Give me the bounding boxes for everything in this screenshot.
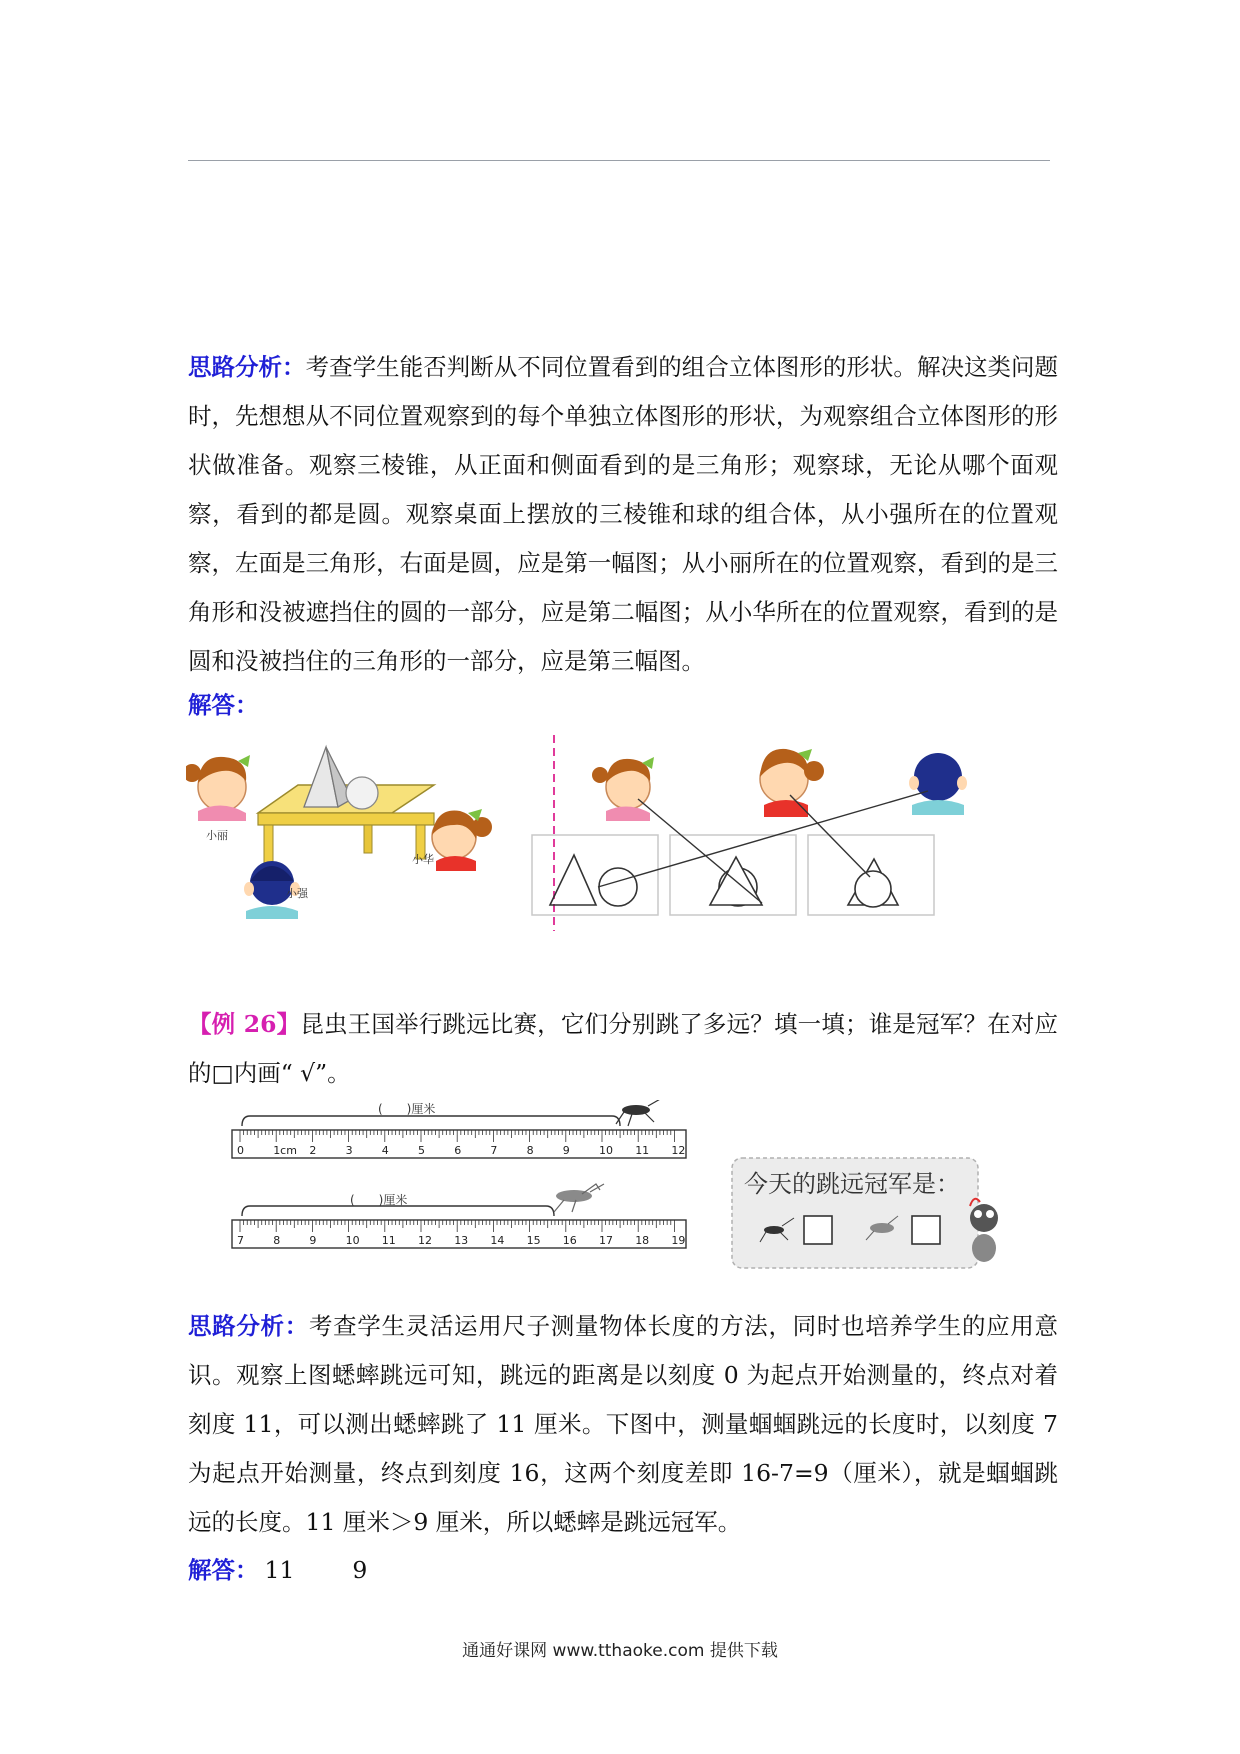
viewer-girl-left-icon [592,757,654,821]
label-xiaoqiang: 小强 [286,887,308,900]
scene-illustration [186,747,492,919]
ruler-1-tick-label: 6 [454,1144,462,1157]
ruler-2-tick-label: 10 [345,1234,360,1247]
view1-triangle-icon [550,855,596,905]
example-tag: 【例 26】 [188,1010,301,1038]
ruler-2 [232,1184,686,1248]
ruler-2-tick-label: 15 [526,1234,541,1247]
analysis-label-2: 思路分析： [188,1312,309,1340]
ruler-2-tick-label: 19 [671,1234,686,1247]
ruler-2-tick-label: 11 [381,1234,396,1247]
analysis-paragraph-1 [188,343,1058,686]
ruler-1-tick-label: 11 [635,1144,650,1157]
ruler-2-tick-label: 17 [599,1234,613,1247]
header-rule [188,160,1050,161]
ruler-2-tick-label: 16 [562,1234,577,1247]
ruler-1-tick-label: 0 [237,1144,244,1157]
ruler-1-tick-label: 1cm [273,1144,297,1157]
ball-icon [346,777,378,809]
girl-xiaoli-icon [186,755,250,821]
champion-title: 今天的跳远冠军是： [744,1170,960,1198]
cricket-icon [616,1100,662,1126]
answer-value-1: 11 [264,1556,295,1584]
answer-label-2: 解答： [188,1556,259,1584]
viewer-girl-middle-icon [760,749,824,817]
ruler-1-tick-label: 9 [562,1144,570,1157]
grasshopper-checkbox[interactable] [912,1216,940,1244]
blank-1: ( )厘米 [378,1102,436,1116]
ruler-1-tick-label: 10 [599,1144,613,1157]
grasshopper-icon [554,1184,604,1212]
ruler-1-tick-label: 4 [381,1144,389,1157]
ruler-1-tick-label: 2 [309,1144,317,1157]
jump-bracket-2 [242,1206,554,1216]
footer-text: 通通好课网 www.tthaoke.com 提供下载 [462,1641,778,1661]
label-xiaohua: 小华 [412,853,434,866]
answer-line-2 [188,1546,1058,1595]
analysis-paragraph-2 [188,1302,1058,1547]
pyramid-icon [304,747,352,807]
jump-bracket-1 [242,1116,620,1126]
ruler-1 [232,1100,686,1158]
match-line-1 [638,799,762,903]
cricket-checkbox[interactable] [804,1216,832,1244]
answer-value-2: 9 [352,1556,368,1584]
viewer-boy-right-icon [909,753,967,815]
ruler-2-tick-label: 13 [454,1234,469,1247]
matching-illustration [532,749,967,915]
ruler-1-tick-label: 3 [345,1144,353,1157]
ruler-2-tick-label: 12 [418,1234,432,1247]
ruler-1-tick-label: 7 [490,1144,498,1157]
label-xiaoli: 小丽 [206,829,228,842]
match-line-2 [790,795,870,877]
analysis-label: 思路分析： [188,353,306,381]
ruler-2-tick-label: 18 [635,1234,650,1247]
ruler-2-tick-label: 9 [309,1234,317,1247]
blank-2: ( )厘米 [350,1193,408,1207]
answer-line-1 [188,681,1058,730]
ruler-1-tick-label: 8 [526,1144,534,1157]
ruler-1-tick-label: 12 [671,1144,686,1157]
ruler-2-tick-label: 14 [490,1234,505,1247]
analysis-text: 考查学生能否判断从不同位置看到的组合立体图形的形状。解决这类问题时，先想想从不同位置观察到的每个单独立体图形的形状，为观察组合立体图形的形状做准备。观察三棱锥，从正面和侧面看到的是三角形；观察球，无论从哪个面观察，看到的都是圆。观察桌面上摆放的三棱锥和球的组合体，从小强所在的位置观察，左面是三角形，右面是圆，应是第一幅图；从小丽所在的位置观察，看到的是三角形和没被遮挡住的圆的一部分，应是第二幅图；从小华所在的位置观察，看到的是圆和没被挡住的三角形的一部分，应是第三幅图。 [188,353,1059,675]
ruler-2-tick-label: 8 [273,1234,281,1247]
girl-xiaohua-icon [432,809,492,871]
ruler-2-tick-label: 7 [237,1234,244,1247]
example-text: 昆虫王国举行跳远比赛，它们分别跳了多远？填一填；谁是冠军？在对应的□内画“ √”。 [188,1010,1059,1087]
champion-box [732,1158,998,1268]
ruler-figure [220,1100,1010,1280]
ruler-1-tick-label: 5 [418,1144,425,1157]
answer-label: 解答： [188,691,259,719]
view3-circle-icon [855,871,891,907]
view1-circle-icon [599,868,637,906]
analysis-text-2: 考查学生灵活运用尺子测量物体长度的方法，同时也培养学生的应用意识。观察上图蟋蟀跳远可知，跳远的距离是以刻度 0 为起点开始测量的，终点对着刻度 11，可以测出蟋蟀跳了 11 厘米。下图中，测量蝈蝈跳远的长度时，以刻度 7 为起点开始测量，终点到刻度 16，这两个刻度差即 16-7=9（厘米），就是蝈蝈跳远的长度。11 厘米＞9 厘米，所以蟋蟀是跳远冠军。 [188,1312,1059,1536]
views-figure [186,735,1056,935]
example-26-paragraph [188,1000,1058,1098]
